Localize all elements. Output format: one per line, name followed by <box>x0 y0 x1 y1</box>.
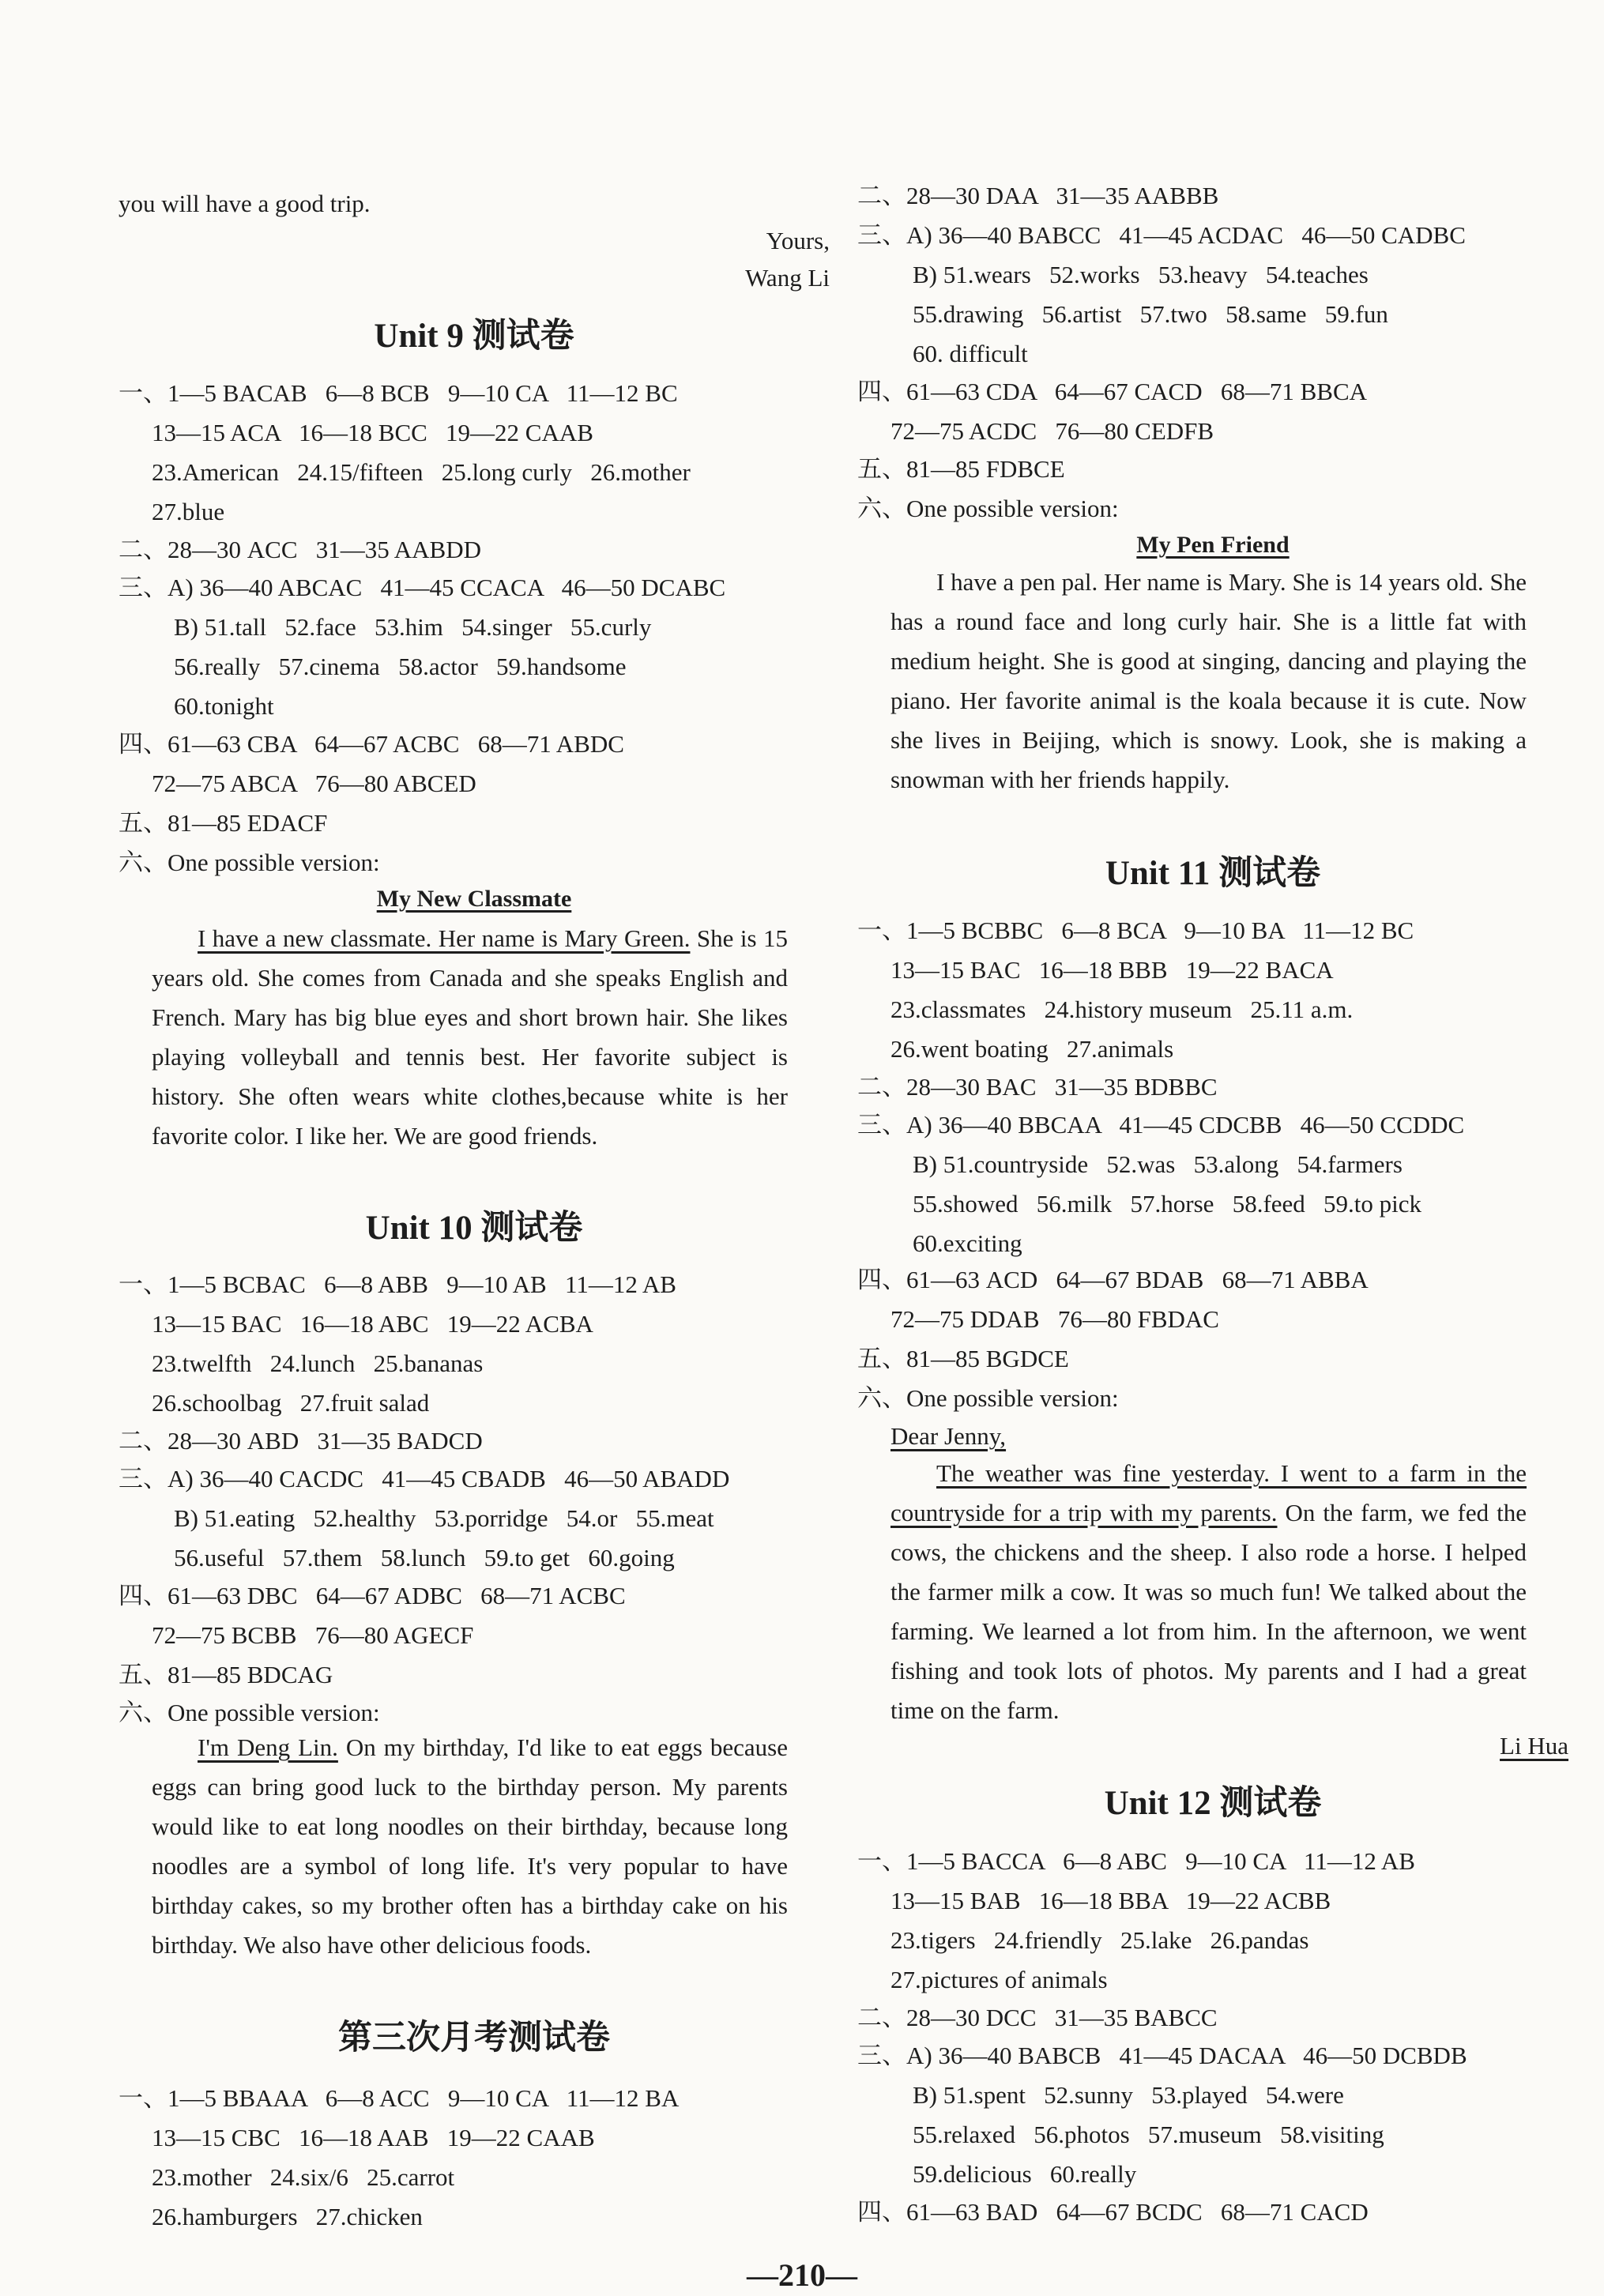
letter-signature: Wang Li <box>745 264 830 292</box>
answer-line: 四、61—63 DBC 64—67 ADBC 68—71 ACBC <box>119 1582 626 1609</box>
answer-line: 四、61—63 BAD 64—67 BCDC 68—71 CACD <box>857 2198 1369 2226</box>
answer-line: 六、One possible version: <box>119 1699 380 1726</box>
answer-line: 二、28—30 ACC 31—35 AABDD <box>119 536 482 563</box>
answer-line: 一、1—5 BCBAC 6—8 ABB 9—10 AB 11—12 AB <box>119 1270 676 1298</box>
answer-line: 26.hamburgers 27.chicken <box>152 2203 423 2230</box>
answer-line: 23.mother 24.six/6 25.carrot <box>152 2163 455 2191</box>
answer-line: 四、61—63 CBA 64—67 ACBC 68—71 ABDC <box>119 730 624 758</box>
answer-line: 五、81—85 BGDCE <box>857 1345 1069 1372</box>
answer-line: 六、One possible version: <box>857 495 1119 522</box>
answer-line: 二、28—30 BAC 31—35 BDBBC <box>857 1073 1218 1101</box>
answer-line: 26.went boating 27.animals <box>890 1035 1174 1063</box>
answer-line: B) 51.tall 52.face 53.him 54.singer 55.curly <box>174 613 652 641</box>
answer-line: 72—75 BCBB 76—80 AGECF <box>152 1621 474 1649</box>
answer-line: 72—75 ABCA 76—80 ABCED <box>152 770 476 797</box>
answer-line: 26.schoolbag 27.fruit salad <box>152 1389 430 1417</box>
answer-line: 27.blue <box>152 498 225 525</box>
answer-line: 59.delicious 60.really <box>913 2160 1137 2188</box>
answer-line: 四、61—63 CDA 64—67 CACD 68—71 BBCA <box>857 378 1368 405</box>
answer-line: 13—15 CBC 16—18 AAB 19—22 CAAB <box>152 2124 595 2151</box>
answer-line: 一、1—5 BBAAA 6—8 ACC 9—10 CA 11—12 BA <box>119 2084 680 2112</box>
essay-title: My Pen Friend <box>1136 532 1290 558</box>
unit10-heading: Unit 10 测试卷 <box>365 1210 583 1247</box>
unit11-heading: Unit 11 测试卷 <box>1105 855 1321 892</box>
answer-line: 一、1—5 BACAB 6—8 BCB 9—10 CA 11—12 BC <box>119 379 678 407</box>
answer-line: 23.tigers 24.friendly 25.lake 26.pandas <box>890 1926 1309 1954</box>
monthly-test-heading: 第三次月考测试卷 <box>338 2019 610 2057</box>
answer-line: B) 51.wears 52.works 53.heavy 54.teaches <box>913 261 1369 288</box>
answer-line: 五、81—85 FDBCE <box>857 455 1065 483</box>
essay-body: The weather was fine yesterday. I went to a farm in the countryside for a trip with my parents. On the farm, we fed the cows, the chickens and the sheep. I also rode a horse. I helped the farmer milk a cow. It was so much fun! We talked about the farming. We learned a lot from him. In the afternoon, we went fishing and took lots of photos. My parents and I had a great time on the farm. <box>890 1459 1527 1724</box>
unit12-heading: Unit 12 测试卷 <box>1104 1785 1322 1822</box>
essay-body: I have a new classmate. Her name is Mary Green. She is 15 years old. She comes from Canada and she speaks English and French. Mary has big blue eyes and short brown hair. She likes playing volleyball and tennis best. Her favorite subject is history. She often wears white clothes,because white is her favorite color. I like her. We are good friends. <box>152 924 788 1150</box>
answer-line: 13—15 BAB 16—18 BBA 19—22 ACBB <box>890 1887 1331 1914</box>
answer-line: 56.really 57.cinema 58.actor 59.handsome <box>174 653 627 680</box>
answer-line: 三、A) 36—40 ABCAC 41—45 CCACA 46—50 DCABC <box>119 574 726 601</box>
answer-line: 一、1—5 BCBBC 6—8 BCA 9—10 BA 11—12 BC <box>857 917 1414 944</box>
answer-line: 60. difficult <box>913 340 1028 367</box>
answer-line: 二、28—30 DCC 31—35 BABCC <box>857 2004 1218 2031</box>
answer-line: 72—75 DDAB 76—80 FBDAC <box>890 1305 1219 1333</box>
answer-line: 六、One possible version: <box>857 1384 1119 1412</box>
answer-line: 72—75 ACDC 76—80 CEDFB <box>890 417 1214 445</box>
answer-line: 五、81—85 EDACF <box>119 809 328 837</box>
letter-salutation: Dear Jenny, <box>890 1422 1007 1450</box>
answer-line: 一、1—5 BACCA 6—8 ABC 9—10 CA 11—12 AB <box>857 1847 1415 1875</box>
answer-line: 三、A) 36—40 BABCB 41—45 DACAA 46—50 DCBDB <box>857 2042 1467 2069</box>
answer-line: 五、81—85 BDCAG <box>119 1661 333 1688</box>
answer-line: B) 51.countryside 52.was 53.along 54.farmers <box>913 1150 1403 1178</box>
answer-line: 二、28—30 ABD 31—35 BADCD <box>119 1427 483 1455</box>
answer-line: 23.American 24.15/fifteen 25.long curly 26.mother <box>152 458 691 486</box>
answer-line: B) 51.spent 52.sunny 53.played 54.were <box>913 2081 1344 2109</box>
answer-line: 55.drawing 56.artist 57.two 58.same 59.fun <box>913 300 1388 328</box>
answer-line: 四、61—63 ACD 64—67 BDAB 68—71 ABBA <box>857 1266 1369 1293</box>
answer-line: B) 51.eating 52.healthy 53.porridge 54.or 55.meat <box>174 1504 714 1532</box>
letter-closing: Yours, <box>766 227 830 254</box>
unit9-heading: Unit 9 测试卷 <box>374 318 574 355</box>
answer-line: 23.twelfth 24.lunch 25.bananas <box>152 1349 484 1377</box>
answer-line: 27.pictures of animals <box>890 1966 1108 1993</box>
answer-line: 55.relaxed 56.photos 57.museum 58.visiting <box>913 2121 1384 2148</box>
letter-ending-line: you will have a good trip. <box>119 190 371 217</box>
answer-line: 55.showed 56.milk 57.horse 58.feed 59.to pick <box>913 1190 1422 1218</box>
essay-body: I have a pen pal. Her name is Mary. She is 14 years old. She has a round face and long curly hair. She is a little fat with medium height. She is good at singing, dancing and playing the piano. Her favorite animal is the koala because it is cute. Now she lives in Beijing, which is snowy. Look, she is making a snowman with her friends happily. <box>890 568 1527 793</box>
answer-line: 23.classmates 24.history museum 25.11 a.m. <box>890 996 1354 1023</box>
answer-line: 60.tonight <box>174 692 274 720</box>
answer-line: 13—15 ACA 16—18 BCC 19—22 CAAB <box>152 419 593 446</box>
answer-line: 二、28—30 DAA 31—35 AABBB <box>857 182 1219 209</box>
page-number: —210— <box>747 2257 857 2293</box>
answer-line: 60.exciting <box>913 1229 1022 1257</box>
answer-line: 三、A) 36—40 BBCAA 41—45 CDCBB 46—50 CCDDC <box>857 1111 1465 1139</box>
essay-title: My New Classmate <box>376 886 572 912</box>
answer-line: 三、A) 36—40 BABCC 41—45 ACDAC 46—50 CADBC <box>857 221 1466 249</box>
essay-body: I'm Deng Lin. On my birthday, I'd like to eat eggs because eggs can bring good luck to the birthday person. My parents would like to eat long noodles on their birthday, because long noodles are a symbol of long life. It's very popular to have birthday cakes, so my brother often has a birthday cake on his birthday. We also have other delicious foods. <box>152 1733 789 1959</box>
answer-line: 56.useful 57.them 58.lunch 59.to get 60.going <box>174 1544 675 1571</box>
answer-line: 三、A) 36—40 CACDC 41—45 CBADB 46—50 ABADD <box>119 1465 730 1492</box>
answer-line: 13—15 BAC 16—18 ABC 19—22 ACBA <box>152 1310 593 1338</box>
letter-signature: Li Hua <box>1500 1732 1568 1760</box>
answer-line: 13—15 BAC 16—18 BBB 19—22 BACA <box>890 956 1334 984</box>
answer-line: 六、One possible version: <box>119 849 380 876</box>
